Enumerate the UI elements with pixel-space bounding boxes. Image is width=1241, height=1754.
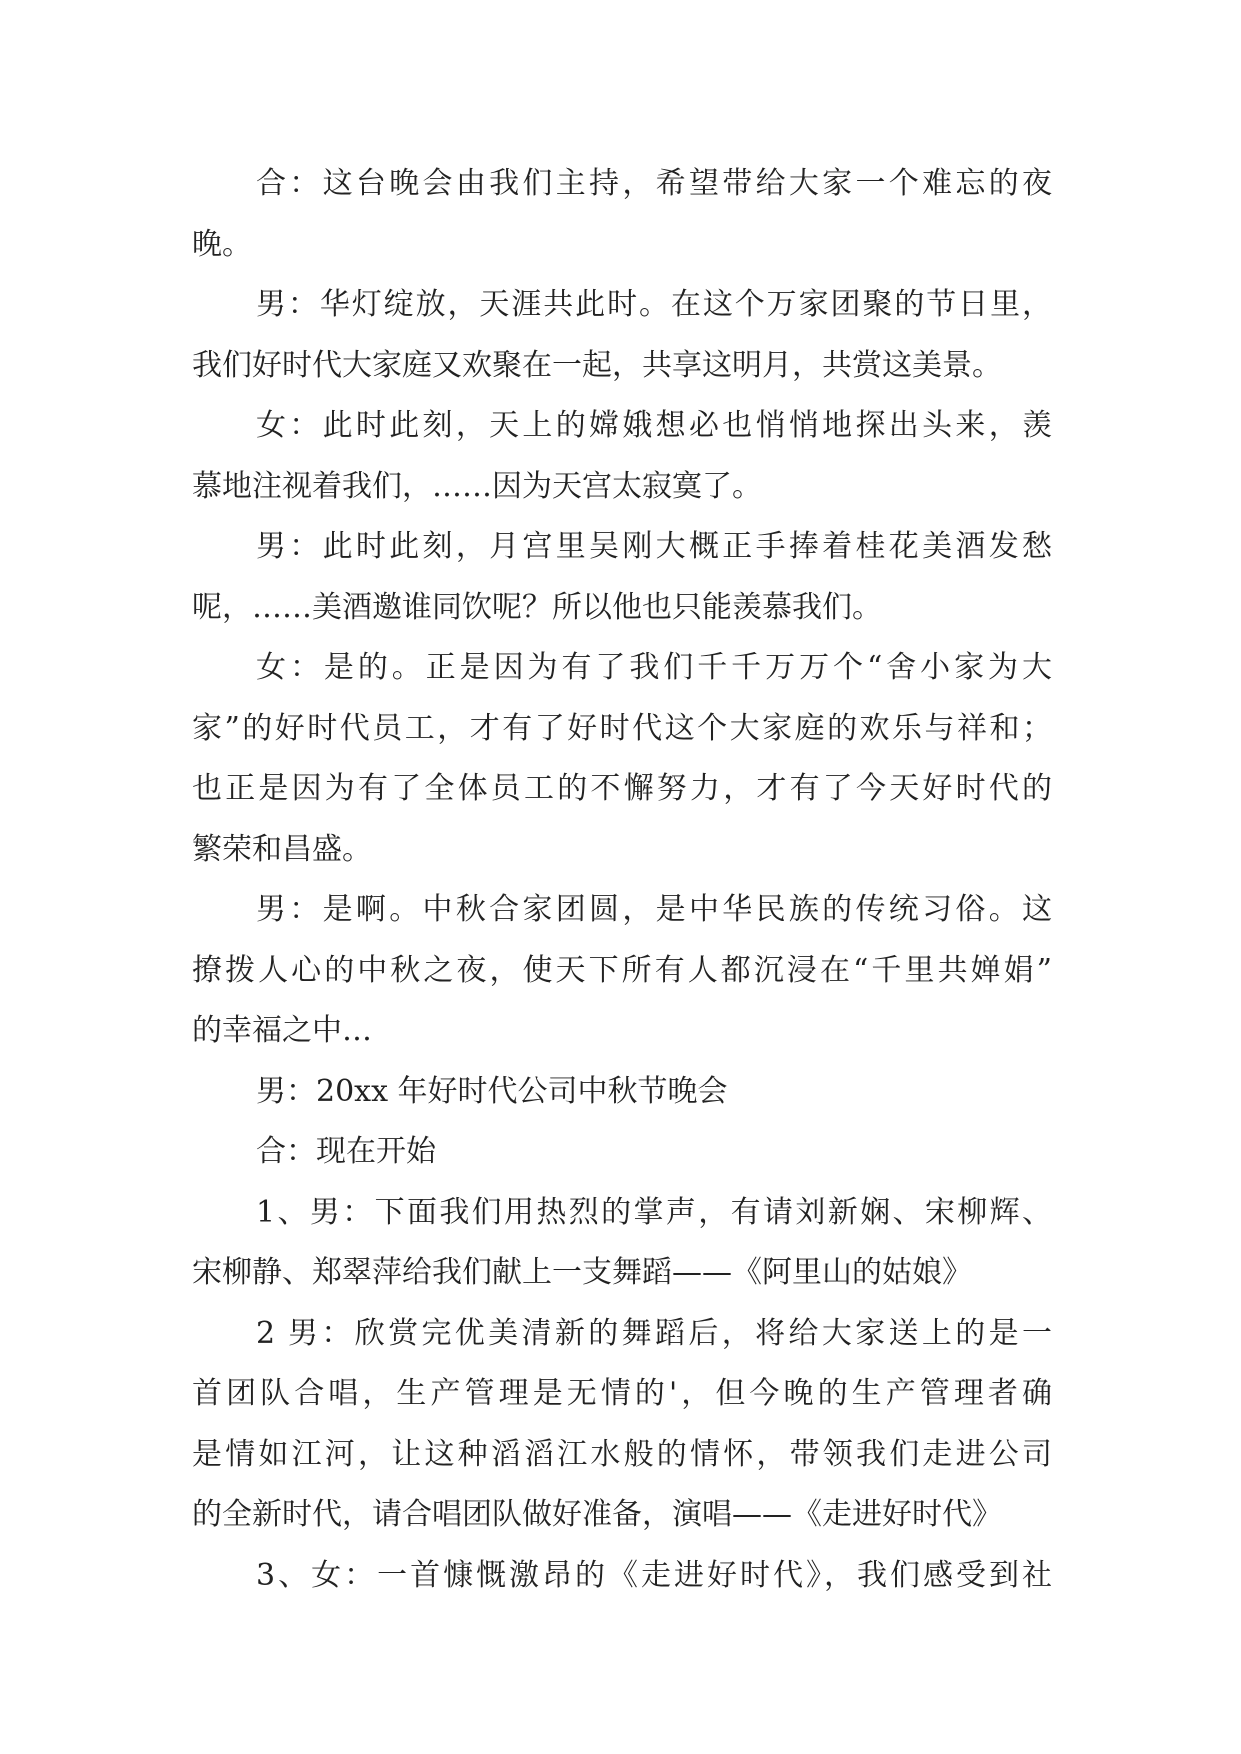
paragraph: [192, 281, 1052, 402]
text-line: 呢，……美酒邀谁同饮呢？所以他也只能羡慕我们。: [192, 589, 882, 625]
text-line: 女：是的。正是因为有了我们千千万万个“舍小家为大: [256, 650, 1052, 685]
paragraph: [192, 1310, 1052, 1552]
document-body: [192, 160, 1052, 1612]
paragraph: [192, 1189, 1052, 1310]
text-line: 合：现在开始: [256, 1134, 436, 1169]
paragraph: [192, 160, 1052, 281]
text-line: 我们好时代大家庭又欢聚在一起，共享这明月，共赏这美景。: [192, 347, 1002, 383]
text-line: 撩拨人心的中秋之夜，使天下所有人都沉浸在“千里共婵娟”: [192, 952, 1052, 988]
text-line: 1、男：下面我们用热烈的掌声，有请刘新娴、宋柳辉、: [256, 1194, 1052, 1230]
text-line: 家”的好时代员工，才有了好时代这个大家庭的欢乐与祥和；: [192, 710, 1052, 746]
text-line: 男：20xx 年好时代公司中秋节晚会: [256, 1073, 728, 1109]
text-line: 的幸福之中…: [192, 1013, 372, 1048]
text-line: 繁荣和昌盛。: [192, 831, 372, 867]
text-line: 3、女：一首慷慨激昂的《走进好时代》，我们感受到社: [256, 1557, 1052, 1593]
text-line: 是情如江河，让这种滔滔江水般的情怀，带领我们走进公司: [192, 1436, 1052, 1472]
text-line: 宋柳静、郑翠萍给我们献上一支舞蹈——《阿里山的姑娘》: [192, 1255, 972, 1290]
text-line: 首团队合唱，生产管理是无情的'，但今晚的生产管理者确: [192, 1376, 1052, 1411]
text-line: 男：是啊。中秋合家团圆，是中华民族的传统习俗。这: [256, 892, 1052, 927]
text-line: 晚。: [192, 226, 252, 262]
paragraph: [192, 523, 1052, 644]
text-line: 也正是因为有了全体员工的不懈努力，才有了今天好时代的: [192, 771, 1052, 806]
text-line: 的全新时代，请合唱团队做好准备，演唱——《走进好时代》: [192, 1497, 1002, 1532]
paragraph: [192, 1068, 1052, 1129]
text-line: 2 男：欣赏完优美清新的舞蹈后，将给大家送上的是一: [256, 1315, 1052, 1351]
text-line: 合：这台晚会由我们主持，希望带给大家一个难忘的夜: [256, 166, 1052, 201]
text-line: 慕地注视着我们，……因为天宫太寂寞了。: [192, 468, 762, 504]
text-line: 女：此时此刻，天上的嫦娥想必也悄悄地探出头来，羡: [256, 408, 1052, 443]
text-line: 男：华灯绽放，天涯共此时。在这个万家团聚的节日里，: [256, 287, 1052, 322]
paragraph: [192, 886, 1052, 1068]
text-line: 男：此时此刻，月宫里吴刚大概正手捧着桂花美酒发愁: [256, 529, 1052, 564]
paragraph: [192, 402, 1052, 523]
paragraph: [192, 1552, 1052, 1613]
paragraph: [192, 644, 1052, 886]
paragraph: [192, 1128, 1052, 1189]
